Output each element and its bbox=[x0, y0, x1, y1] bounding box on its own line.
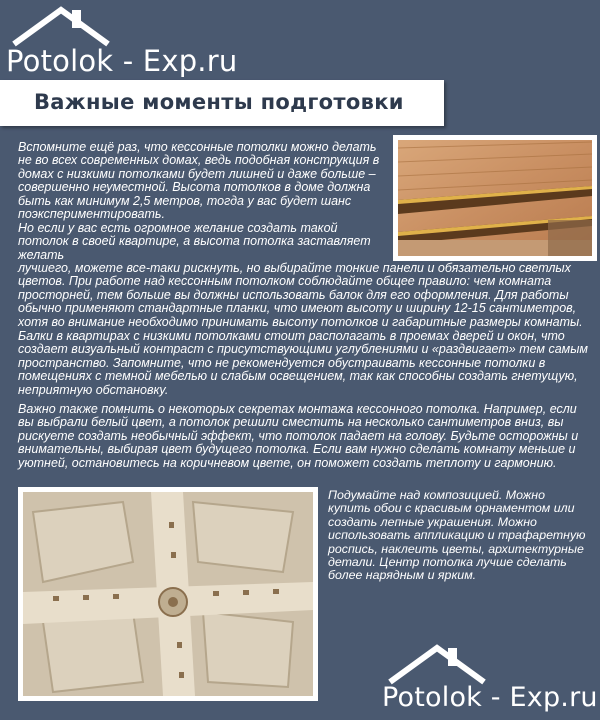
section-heading bbox=[0, 80, 444, 126]
article-paragraph: лучшего, можете все-таки рискнуть, но выбирайте тонкие панели и обязательно светлых цветов. При работе над кессонным потолком соблюдайте общее правило: чем комната просторней, тем больше вы должны использовать балок для его оформления. Для работы обычно применяют стандартные планки, что имеют высоту и ширину 12-15 сантиметров, хотя во внимание необходимо принимать высоту потолков и габаритные размеры комнаты. bbox=[18, 261, 583, 329]
coffered-ceiling-icon bbox=[23, 492, 313, 696]
article-paragraph: Балки в квартирах с низкими потолками стоит располагать в проемах дверей и окон, что создает визуальный контраст с присутствующими углублениями и «раздвигает» тем самым пространство. Запомните, что не рекомендуется обустраивать кессонные потолки в помещениях с темной мебелью и слабым освещением, так как способны создать гнетущую, неприятную обстановку. bbox=[18, 329, 588, 397]
house-icon bbox=[6, 4, 116, 48]
coffered-ceiling-photo bbox=[18, 487, 318, 701]
house-icon bbox=[382, 642, 492, 686]
article-paragraph: Подумайте над композицией. Можно купить обои с красивым орнаментом или создать лепные украшения. Можно использовать аппликацию и трафаретную роспись, наклеить цветы, архитектурные детали. Центр потолка лучше сделать более нарядным и ярким. bbox=[328, 488, 586, 583]
article-paragraph: Но если у вас есть огромное желание создать такой потолок в своей квартире, а высота потолка заставляет желать bbox=[18, 221, 371, 262]
wooden-ceiling-photo bbox=[393, 135, 597, 261]
logo-text: Potolok - Exp.ru bbox=[382, 682, 598, 713]
page-title: Важные моменты подготовки bbox=[34, 90, 404, 114]
logo-text: Potolok - Exp.ru bbox=[6, 44, 238, 78]
wooden-beam-ceiling-icon bbox=[398, 140, 592, 256]
article-paragraph: Важно также помнить о некоторых секретах монтажа кессонного потолка. Например, если вы выбрали белый цвет, а потолок решили сместить на несколько сантиметров вниз, вы рискуете создать необычный эффект, что потолок падает на голову. Будьте осторожны и внимательны, выбирая цвет будущего потолка. Если вам нужно сделать комнату меньше и уютней, остановитесь на коричневом цвете, он поможет создать теплоту и гармонию. bbox=[18, 402, 579, 470]
article-paragraph: Вспомните ещё раз, что кессонные потолки можно делать не во всех современных домах, ведь подобная конструкция в домах с низкими потолками будет лишней и даже больше – совершенно неуместной. Высота потолков в доме должна быть как минимум 2,5 метров, тогда у вас будет шанс поэкспериментировать. bbox=[18, 140, 380, 222]
